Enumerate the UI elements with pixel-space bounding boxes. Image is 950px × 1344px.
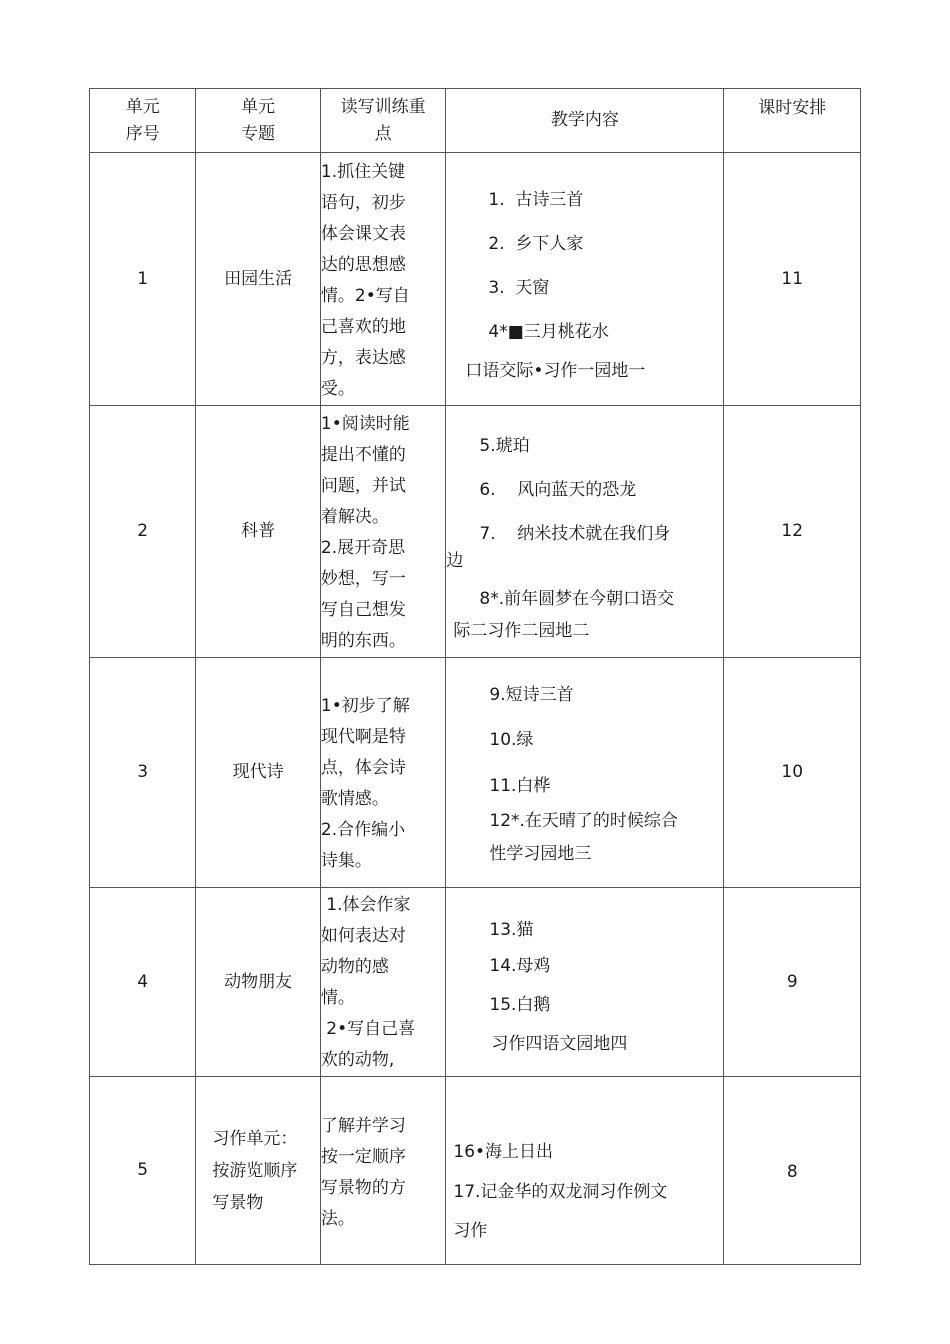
lesson-item: 8*.前年圆梦在今朝口语交 [479, 588, 675, 609]
unit-content [446, 888, 724, 1077]
unit-number: 5 [90, 1077, 196, 1265]
focus-line: 1•阅读时能 [320, 414, 410, 434]
focus-line: 达的思想感 [320, 255, 406, 275]
topic-line: 习作单元： [212, 1128, 298, 1149]
focus-line: 2.展开奇思 [320, 538, 406, 558]
lesson-item: 7. 纳米技术就在我们身 [479, 523, 671, 544]
focus-line: 写自己想发 [320, 600, 406, 620]
lesson-item: 性学习园地三 [489, 843, 592, 864]
table-row [90, 153, 861, 406]
focus-line: 情。2•写自 [320, 286, 410, 306]
lesson-item: 13.猫 [489, 920, 534, 940]
unit-number: 1 [90, 153, 196, 406]
focus-line: 1•初步了解 [320, 695, 410, 716]
table-row [90, 888, 861, 1077]
focus-line: 方，表达感 [320, 348, 406, 368]
unit-hours: 10 [724, 658, 861, 888]
focus-line: 法。 [320, 1208, 355, 1229]
teaching-plan-table [89, 88, 861, 1265]
unit-focus [320, 658, 445, 888]
focus-line: 妙想，写一 [320, 569, 406, 589]
unit-number: 2 [90, 406, 196, 658]
lesson-item: 际二习作二园地二 [453, 620, 590, 641]
focus-line: 现代啊是特 [320, 726, 406, 747]
lesson-item: 边 [446, 550, 464, 571]
focus-line: 明的东西。 [320, 631, 406, 651]
unit-topic [196, 153, 320, 406]
focus-line: 1.体会作家 [320, 895, 411, 915]
focus-line: 提出不懂的 [320, 445, 406, 465]
focus-line: 动物的感 [320, 957, 389, 977]
focus-line: 按一定顺序 [320, 1146, 406, 1167]
header-hours: 课时安排 [724, 89, 861, 153]
focus-line: 情。 [320, 988, 355, 1008]
unit-number: 3 [90, 658, 196, 888]
unit-hours: 11 [724, 153, 861, 406]
lesson-item: 口语交际•习作一园地一 [465, 361, 646, 381]
table-row [90, 1077, 861, 1265]
focus-line: 2.合作编小 [320, 819, 406, 840]
header-row [90, 89, 861, 153]
topic-line: 动物朋友 [224, 971, 293, 992]
header-focus: 读写训练重 点 [320, 89, 445, 153]
topic-line: 科普 [241, 521, 276, 541]
unit-focus [320, 153, 445, 406]
focus-line: 受。 [320, 379, 355, 399]
lesson-item: 1. 古诗三首 [488, 190, 584, 210]
focus-line: 体会课文表 [320, 224, 406, 244]
unit-content [446, 658, 724, 888]
lesson-item: 17.记金华的双龙洞习作例文 [453, 1181, 668, 1202]
focus-line: 歌情感。 [320, 788, 389, 809]
lesson-item: 4*■三月桃花水 [488, 322, 609, 342]
unit-hours: 8 [724, 1077, 861, 1265]
lesson-item: 5.琥珀 [479, 435, 530, 456]
lesson-item: 16•海上日出 [453, 1141, 554, 1162]
focus-line: 着解决。 [320, 507, 389, 527]
topic-line: 按游览顺序 [212, 1160, 298, 1181]
lesson-item: 3. 天窗 [488, 278, 550, 298]
lesson-item: 11.白桦 [489, 775, 551, 796]
unit-hours: 9 [724, 888, 861, 1077]
focus-line: 欢的动物, [320, 1050, 395, 1070]
header-unit-no: 单元 序号 [90, 89, 196, 153]
focus-line: 问题，并试 [320, 476, 406, 496]
lesson-item: 12*.在天晴了的时候综合 [489, 810, 678, 831]
topic-line: 田园生活 [224, 268, 293, 289]
unit-focus [320, 888, 445, 1077]
unit-focus [320, 1077, 445, 1265]
table-row [90, 658, 861, 888]
unit-topic [196, 1077, 320, 1265]
topic-line: 现代诗 [232, 762, 284, 782]
focus-line: 写景物的方 [320, 1177, 406, 1198]
lesson-item: 9.短诗三首 [489, 684, 574, 705]
lesson-item: 15.白鹅 [489, 995, 551, 1015]
lesson-item: 14.母鸡 [489, 956, 551, 976]
unit-hours: 12 [724, 406, 861, 658]
unit-number: 4 [90, 888, 196, 1077]
unit-topic [196, 888, 320, 1077]
table-row [90, 406, 861, 658]
lesson-item: 习作四语文园地四 [491, 1034, 628, 1054]
unit-content [446, 1077, 724, 1265]
topic-line: 写景物 [212, 1192, 264, 1213]
focus-line: 点，体会诗 [320, 757, 406, 778]
focus-line: 了解并学习 [320, 1115, 406, 1136]
unit-content [446, 406, 724, 658]
lesson-item: 习作 [453, 1220, 488, 1241]
unit-content [446, 153, 724, 406]
focus-line: 2•写自己喜 [320, 1019, 416, 1039]
unit-topic [196, 658, 320, 888]
unit-focus [320, 406, 445, 658]
focus-line: 己喜欢的地 [320, 317, 406, 337]
focus-line: 语句，初步 [320, 193, 406, 213]
header-content: 教学内容 [446, 89, 724, 153]
lesson-item: 6. 风向蓝天的恐龙 [479, 479, 637, 500]
unit-topic [196, 406, 320, 658]
focus-line: 如何表达对 [320, 926, 406, 946]
lesson-item: 2. 乡下人家 [488, 234, 584, 254]
header-topic: 单元 专题 [196, 89, 320, 153]
lesson-item: 10.绿 [489, 729, 534, 750]
focus-line: 诗集。 [320, 850, 372, 871]
focus-line: 1.抓住关键 [320, 162, 406, 182]
